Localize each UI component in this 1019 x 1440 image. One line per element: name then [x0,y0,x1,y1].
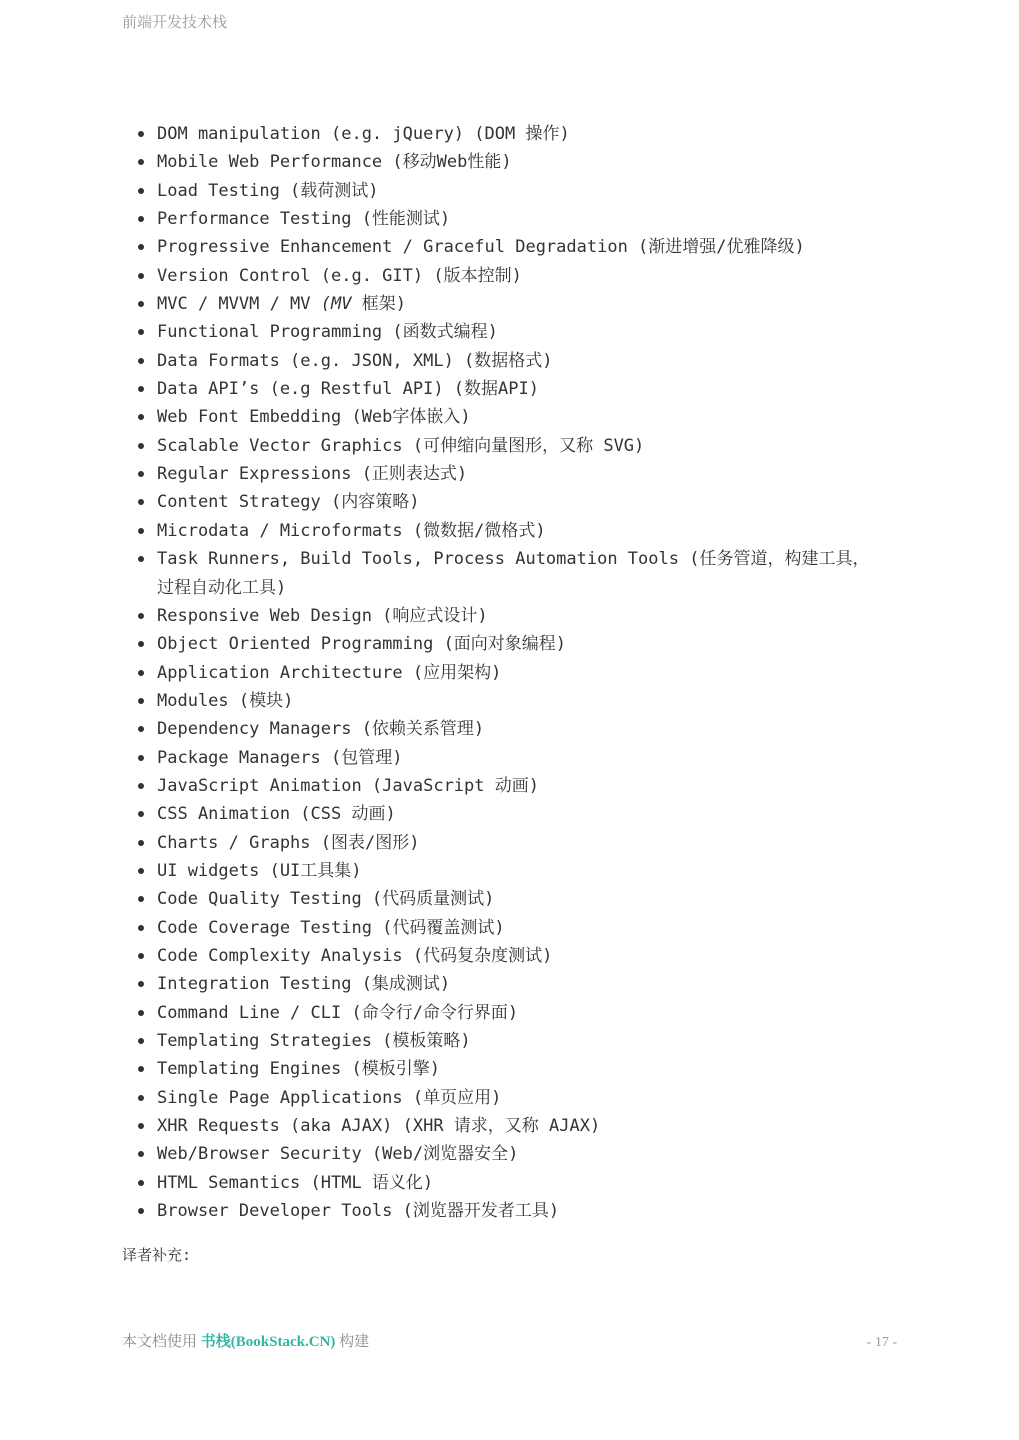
list-item-text: Web/Browser Security (Web/浏览器安全) [157,1144,519,1165]
list-item-text: Responsive Web Design (响应式设计) [157,605,488,626]
list-item-text: 过程自动化工具) [157,577,287,598]
list-item-text: Single Page Applications (单页应用) [157,1087,502,1108]
list-item-text: Regular Expressions (正则表达式) [157,464,468,485]
list-item [122,744,982,772]
list-item [122,800,982,828]
list-item [122,262,982,290]
footer-prefix: 本文档使用 [122,1334,201,1350]
list-item-text: Data Formats (e.g. JSON, XML) (数据格式) [157,350,553,371]
list-item-text: Templating Strategies (模板策略) [157,1031,471,1051]
list-item-text: JavaScript Animation (JavaScript 动画) [157,775,539,796]
list-item-text: Content Strategy (内容策略) [157,492,420,513]
list-item [122,205,982,233]
page-number: - 17 - [866,1335,897,1350]
list-item-text: HTML Semantics (HTML 语义化) [157,1172,434,1193]
list-item-text: Object Oriented Programming (面向对象编程) [157,634,567,655]
list-item [122,1140,982,1168]
list-item [122,460,982,488]
page-header-title: 前端开发技术栈 [122,13,228,31]
list-item-text: 框架) [351,294,406,315]
translator-note: 译者补充: [122,1246,192,1264]
list-item-text: CSS Animation (CSS 动画) [157,804,396,825]
list-item [122,715,982,743]
list-item-text: Code Quality Testing (代码质量测试) [157,889,495,910]
list-item [122,347,982,375]
list-item-text: Microdata / Microformats (微数据/微格式) [157,520,546,541]
footer-suffix: 构建 [335,1334,370,1350]
list-item-text: Mobile Web Performance (移动Web性能) [157,152,512,173]
list-item-text: Dependency Managers (依赖关系管理) [157,719,485,740]
list-item [122,318,982,346]
list-item-text: Charts / Graphs (图表/图形) [157,832,420,853]
list-item-text: Code Coverage Testing (代码覆盖测试) [157,917,505,938]
list-item [122,857,982,885]
list-item-text: Integration Testing (集成测试) [157,974,451,995]
list-item-text: Browser Developer Tools (浏览器开发者工具) [157,1201,560,1222]
list-item-text: Scalable Vector Graphics (可伸缩向量图形，又称 SVG) [157,435,645,456]
list-item [122,545,982,602]
list-item-text: Functional Programming (函数式编程) [157,322,498,343]
list-item [122,403,982,431]
list-item [122,1169,982,1197]
list-item [122,942,982,970]
list-item-text: (MV [320,294,352,315]
list-item-text: UI widgets (UI工具集) [157,860,362,881]
list-item [122,630,982,658]
list-item [122,488,982,516]
list-item-text: Code Complexity Analysis (代码复杂度测试) [157,945,553,966]
list-item [122,687,982,715]
list-item-text: XHR Requests (aka AJAX) (XHR 请求，又称 AJAX) [157,1116,601,1137]
list-item [122,1084,982,1112]
list-item-text: Command Line / CLI (命令行/命令行界面) [157,1002,519,1023]
list-item-text: Task Runners, Build Tools, Process Automation Tools (任务管道，构建工具， [157,549,870,570]
list-item [122,1055,982,1083]
list-item-text: Progressive Enhancement / Graceful Degradation (渐进增强/优雅降级) [157,237,805,258]
list-item [122,1112,982,1140]
page-footer [122,1333,369,1351]
list-item [122,432,982,460]
list-item [122,375,982,403]
list-item [122,829,982,857]
list-item [122,177,982,205]
list-item-text: DOM manipulation (e.g. jQuery) (DOM 操作) [157,124,570,144]
list-item-text: Version Control (e.g. GIT) (版本控制) [157,265,522,286]
list-item-text: Performance Testing (性能测试) [157,209,451,230]
list-item [122,290,982,318]
list-item-text: Web Font Embedding (Web字体嵌入) [157,407,471,428]
tech-stack-list [122,120,982,1225]
list-item [122,602,982,630]
list-item [122,517,982,545]
bookstack-link[interactable]: 书栈(BookStack.CN) [200,1334,336,1350]
list-item [122,1027,982,1055]
list-item [122,772,982,800]
list-item-text: Application Architecture (应用架构) [157,662,502,683]
list-item [122,914,982,942]
list-item [122,885,982,913]
list-item-text: MVC / MVVM / MV [157,294,321,315]
list-item-text: Modules (模块) [157,690,294,711]
list-item-text: Load Testing (载荷测试) [157,180,379,201]
list-item [122,1197,982,1225]
list-item [122,148,982,176]
list-item [122,659,982,687]
list-item [122,233,982,261]
list-item-text: Templating Engines (模板引擎) [157,1059,440,1080]
list-item-text: Package Managers (包管理) [157,747,403,768]
list-item [122,120,982,148]
list-item [122,970,982,998]
list-item [122,999,982,1027]
list-item-text: Data API’s (e.g Restful API) (数据API) [157,379,539,400]
